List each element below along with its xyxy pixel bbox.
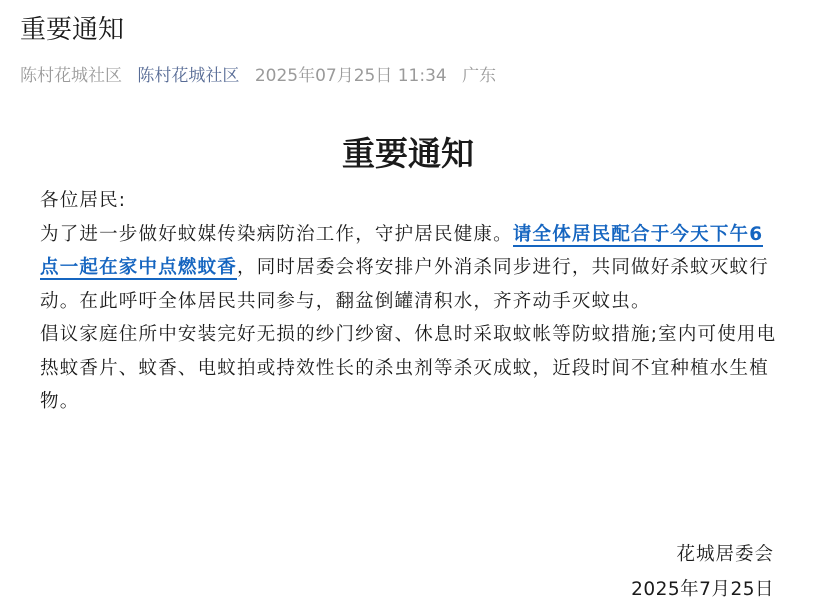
notice-paragraph-2: 倡议家庭住所中安装完好无损的纱门纱窗、休息时采取蚊帐等防蚊措施;室内可使用电热蚊香片、蚊香、电蚊拍或持效性长的杀虫剂等杀灭成蚊，近段时间不宜种植水生植物。	[40, 324, 777, 412]
meta-source: 陈村花城社区	[20, 66, 122, 86]
signature-date: 2025年7月25日	[631, 579, 774, 600]
notice-body	[40, 184, 780, 419]
meta-location: 广东	[462, 66, 497, 86]
notice-paragraph-1	[40, 218, 780, 319]
paragraph-1-rest: ，同时居委会将安排户外消杀同步进行，共同做好杀蚊灭蚊行动。在此呼吁全体居民共同参与，翻盆倒罐清积水，齐齐动手灭蚊虫。	[40, 257, 769, 312]
highlighted-instruction: 请全体居民配合于今天下午6点一起在家中点燃蚊香	[40, 223, 764, 278]
account-name-link[interactable]: 陈村花城社区	[137, 66, 240, 86]
meta-datetime: 2025年07月25日 11:34	[254, 66, 447, 86]
article-meta	[20, 64, 506, 88]
signature-organization: 花城居委会	[676, 544, 774, 565]
article-title: 重要通知	[20, 15, 125, 45]
paragraph-1-intro: 为了进一步做好蚊媒传染病防治工作，守护居民健康。	[40, 223, 513, 245]
notice-heading: 重要通知	[342, 134, 474, 173]
notice-greeting: 各位居民:	[40, 190, 127, 211]
